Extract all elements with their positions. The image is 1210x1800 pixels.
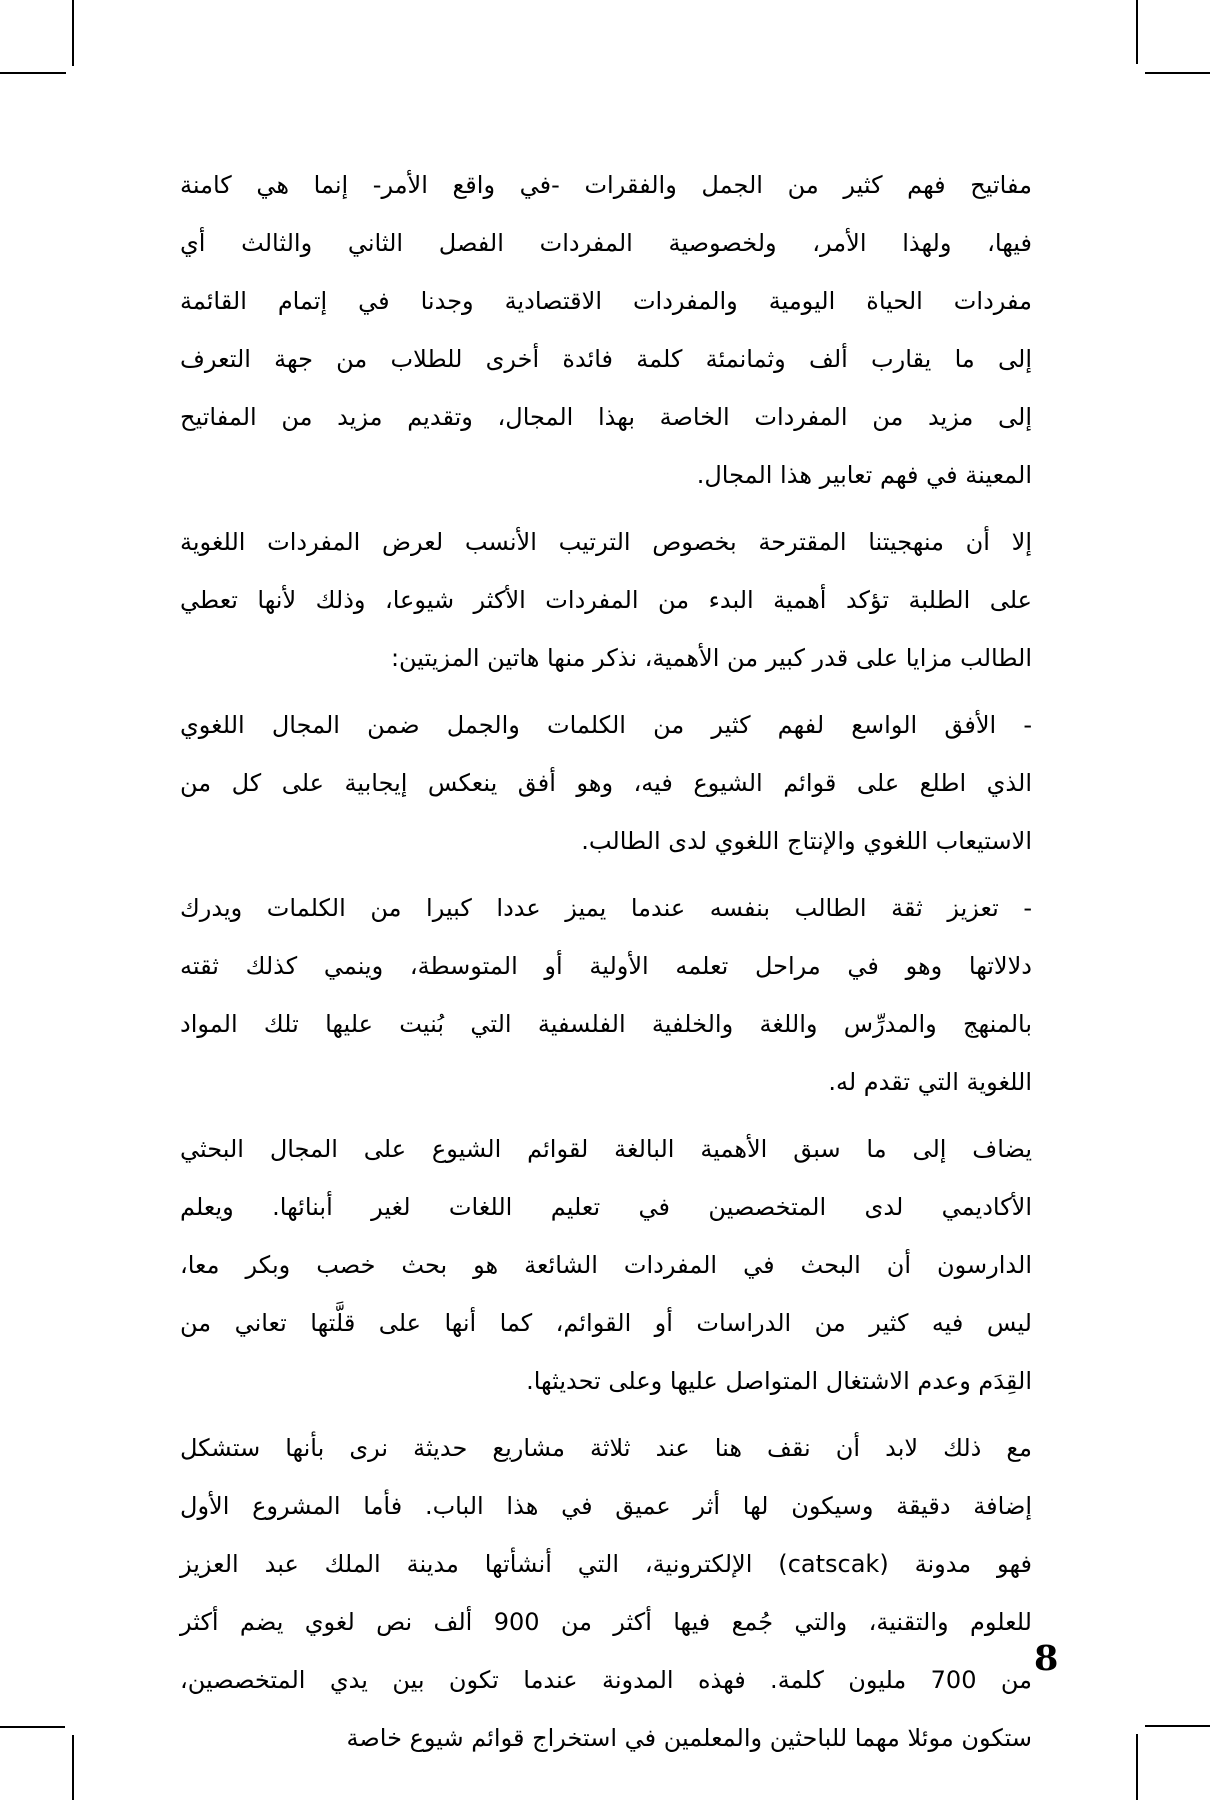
text-line: فيها، ولهذا الأمر، ولخصوصية المفردات الفصل الثاني والثالث أي [180,229,1032,257]
crop-mark-bottom-left-horizontal [0,1726,65,1728]
crop-mark-bottom-left-vertical [72,1735,74,1800]
text-line: الطالب مزايا على قدر كبير من الأهمية، نذكر منها هاتين المزيتين: [390,644,1032,672]
text-line: اللغوية التي تقدم له. [828,1068,1032,1096]
text-line: مع ذلك لابد أن نقف هنا عند ثلاثة مشاريع حديثة نرى بأنها ستشكل [180,1434,1032,1462]
text-line: من 700 مليون كلمة. فهذه المدونة عندما تكون بين يدي المتخصصين، [180,1666,1032,1694]
text-line: - تعزيز ثقة الطالب بنفسه عندما يميز عددا كبيرا من الكلمات ويدرك [180,894,1032,922]
text-line: الأكاديمي لدى المتخصصين في تعليم اللغات لغير أبنائها. ويعلم [180,1193,1032,1221]
text-line: للعلوم والتقنية، والتي جُمع فيها أكثر من 900 ألف نص لغوي يضم أكثر [180,1608,1032,1636]
text-line: ليس فيه كثير من الدراسات أو القوائم، كما أنها على قلَّتها تعاني من [180,1309,1032,1337]
text-line: مفاتيح فهم كثير من الجمل والفقرات -في واقع الأمر- إنما هي كامنة [180,171,1032,199]
crop-mark-bottom-right-horizontal [1145,1725,1210,1727]
text-line: إلى ما يقارب ألف وثمانمئة كلمة فائدة أخرى للطلاب من جهة التعرف [180,345,1032,373]
text-line: على الطلبة تؤكد أهمية البدء من المفردات الأكثر شيوعا، وذلك لأنها تعطي [180,586,1032,614]
text-line: ستكون موئلا مهما للباحثين والمعلمين في استخراج قوائم شيوع خاصة [346,1724,1032,1752]
crop-mark-top-left-horizontal [0,72,66,74]
text-line: الاستيعاب اللغوي والإنتاج اللغوي لدى الطالب. [581,827,1032,855]
text-line: المعينة في فهم تعابير هذا المجال. [696,461,1032,489]
text-line: الدارسون أن البحث في المفردات الشائعة هو بحث خصب وبكر معا، [180,1251,1032,1279]
crop-mark-top-right-vertical [1136,0,1138,64]
crop-mark-top-right-horizontal [1145,72,1210,74]
text-line: فهو مدونة (catscak) الإلكترونية، التي أنشأتها مدينة الملك عبد العزيز [180,1550,1032,1578]
text-line: إلى مزيد من المفردات الخاصة بهذا المجال، وتقديم مزيد من المفاتيح [180,403,1032,431]
text-line: دلالاتها وهو في مراحل تعلمه الأولية أو المتوسطة، وينمي كذلك ثقته [180,952,1032,980]
text-line: بالمنهج والمدرِّس واللغة والخلفية الفلسفية التي بُنيت عليها تلك المواد [180,1010,1032,1038]
text-line: إضافة دقيقة وسيكون لها أثر عميق في هذا الباب. فأما المشروع الأول [180,1492,1032,1520]
crop-mark-top-left-vertical [72,0,74,66]
page-number: 8 [1034,1638,1059,1679]
text-line: الذي اطلع على قوائم الشيوع فيه، وهو أفق ينعكس إيجابية على كل من [180,769,1032,797]
page-text [180,156,1032,1767]
text-line: - الأفق الواسع لفهم كثير من الكلمات والجمل ضمن المجال اللغوي [180,711,1032,739]
text-line: القِدَم وعدم الاشتغال المتواصل عليها وعلى تحديثها. [526,1367,1032,1395]
text-line: إلا أن منهجيتنا المقترحة بخصوص الترتيب الأنسب لعرض المفردات اللغوية [180,528,1032,556]
text-line: مفردات الحياة اليومية والمفردات الاقتصادية وجدنا في إتمام القائمة [180,287,1032,315]
text-line: يضاف إلى ما سبق الأهمية البالغة لقوائم الشيوع على المجال البحثي [180,1135,1032,1163]
crop-mark-bottom-right-vertical [1136,1734,1138,1800]
